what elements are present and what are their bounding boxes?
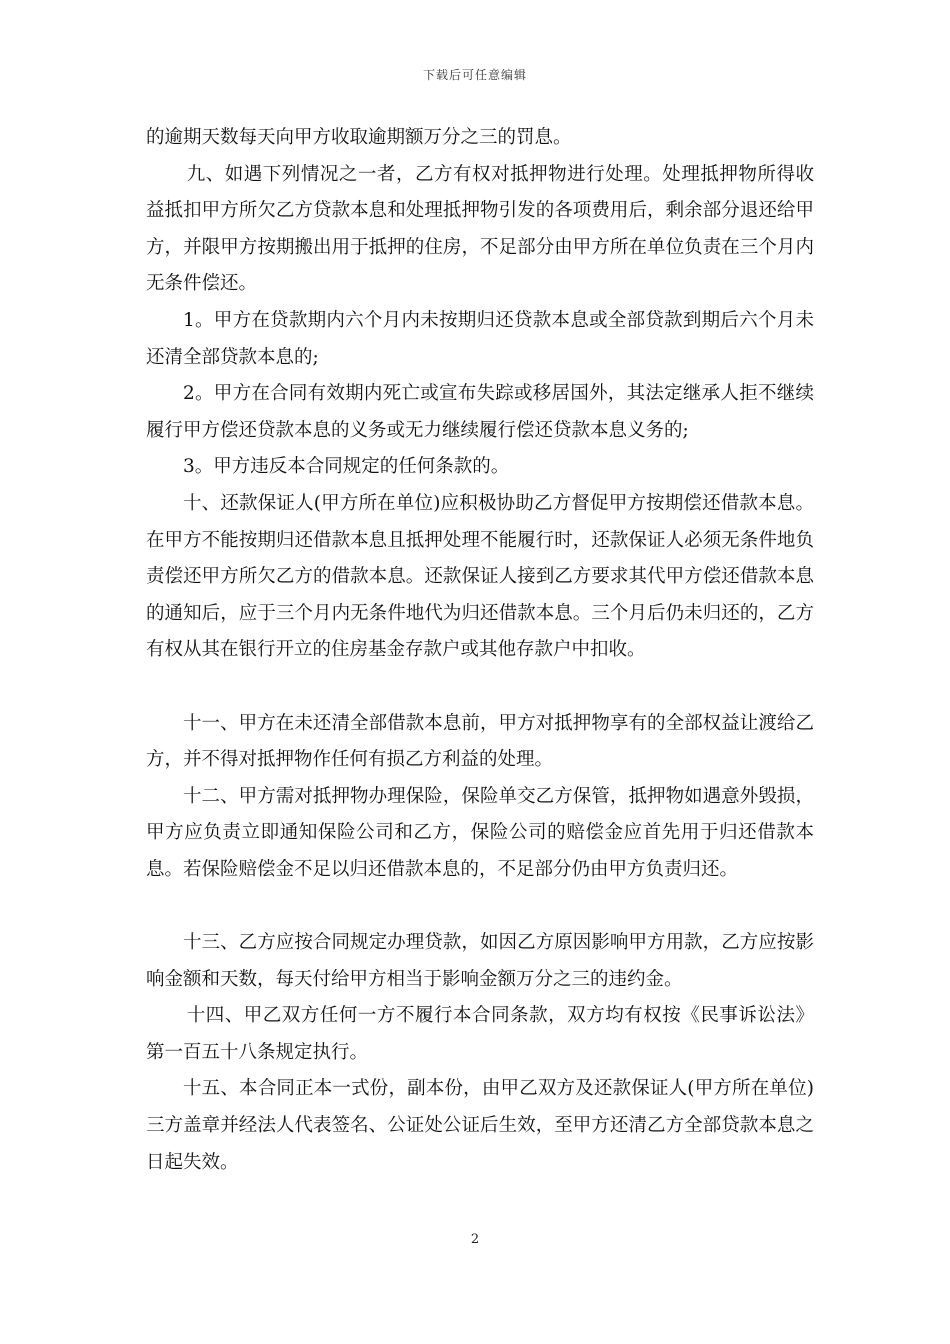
- paragraph-spacer: [146, 669, 814, 706]
- clause-nine-item-1: 1。甲方在贷款期内六个月内未按期归还贷款本息或全部贷款到期后六个月未还清全部贷款本息的;: [146, 309, 814, 368]
- clause-fourteen: 十四、甲乙双方任何一方不履行本合同条款，双方均有权按《民事诉讼法》第一百五十八条规定执行。: [146, 1005, 814, 1063]
- clause-nine-item-2: 2。甲方在合同有效期内死亡或宣布失踪或移居国外，其法定继承人拒不继续履行甲方偿还贷款本息的义务或无力继续履行偿还贷款本息义务的;: [146, 383, 814, 441]
- clause-ten: 十、还款保证人(甲方所在单位)应积极协助乙方督促甲方按期偿还借款本息。在甲方不能按期归还借款本息且抵押处理不能履行时，还款保证人必须无条件地负责偿还甲方所欠乙方的借款本息。还款保证人接到乙方要求其代甲方偿还借款本息的通知后，应于三个月内无条件地代为归还借款本息。三个月后仍未归还的，乙方有权从其在银行开立的住房基金存款户或其他存款户中扣收。: [146, 492, 814, 661]
- clause-nine: 九、如遇下列情况之一者，乙方有权对抵押物进行处理。处理抵押物所得收益抵扣甲方所欠乙方贷款本息和处理抵押物引发的各项费用后，剩余部分退还给甲方，并限甲方按期搬出用于抵押的住房，不足部分由甲方所在单位负责在三个月内无条件偿还。: [146, 163, 814, 295]
- clause-fifteen: 十五、本合同正本一式份，副本份，由甲乙双方及还款保证人(甲方所在单位)三方盖章并经法人代表签名、公证处公证后生效，至甲方还清乙方全部贷款本息之日起失效。: [146, 1078, 814, 1173]
- page-header: 下载后可任意编辑: [422, 68, 527, 82]
- contract-body: [146, 120, 814, 1181]
- clause-thirteen: 十三、乙方应按合同规定办理贷款，如因乙方原因影响甲方用款，乙方应按影响金额和天数，每天付给甲方相当于影响金额万分之三的违约金。: [146, 932, 814, 990]
- clause-nine-item-3: 3。甲方违反本合同规定的任何条款的。: [183, 456, 510, 478]
- clause-eleven: 十一、甲方在未还清全部借款本息前，甲方对抵押物享有的全部权益让渡给乙方，并不得对抵押物作任何有损乙方利益的处理。: [146, 712, 814, 771]
- paragraph-spacer: [146, 888, 814, 925]
- clause-twelve: 十二、甲方需对抵押物办理保险，保险单交乙方保管，抵押物如遇意外毁损，甲方应负责立即通知保险公司和乙方，保险公司的赔偿金应首先用于归还借款本息。若保险赔偿金不足以归还借款本息的，不足部分仍由甲方负责归还。: [146, 785, 814, 880]
- page-number: 2: [470, 1232, 480, 1247]
- paragraph-overdue-penalty: 的逾期天数每天向甲方收取逾期额万分之三的罚息。: [146, 127, 572, 148]
